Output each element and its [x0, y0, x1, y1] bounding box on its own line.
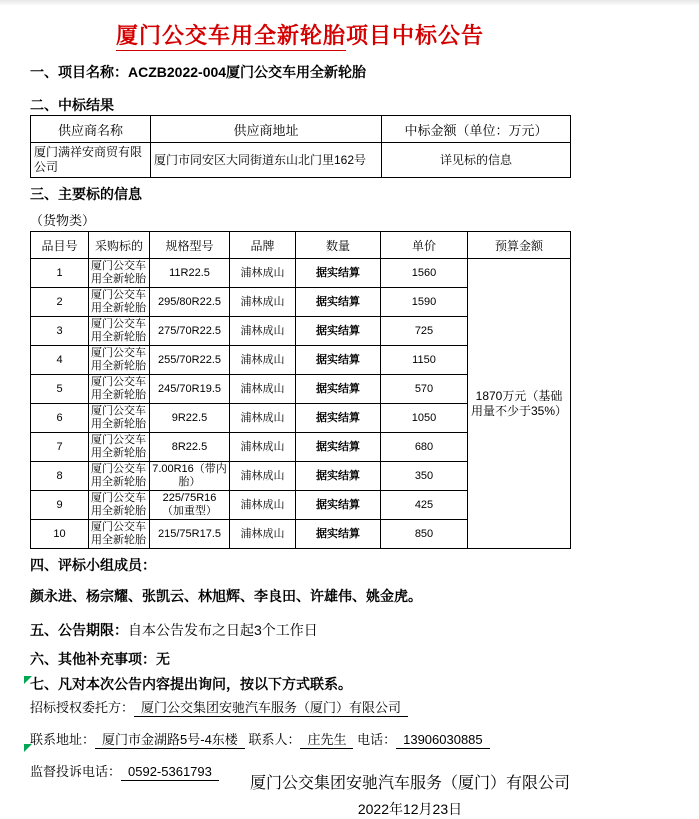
section6-value: 无: [156, 651, 170, 667]
section1-value: ACZB2022-004厦门公交车用全新轮胎: [128, 64, 367, 80]
section3-heading: 三、主要标的信息: [30, 186, 142, 202]
subject-table-header-row: [31, 232, 571, 259]
cell-price: 680: [381, 433, 468, 462]
cell-price: 1590: [381, 288, 468, 317]
cell-qty: 据实结算: [296, 404, 381, 433]
cell-spec: 245/70R19.5: [150, 375, 230, 404]
cell-qty: 据实结算: [296, 462, 381, 491]
result-table-body: [31, 143, 571, 178]
cell-name: 厦门满祥安商贸有限公司: [31, 143, 151, 178]
table-row: [31, 259, 571, 288]
cell-address: 厦门市同安区大同街道东山北门里162号: [151, 143, 382, 178]
person-label: 联系人：: [248, 732, 301, 747]
phone-label: 电话：: [357, 732, 397, 747]
cell-subject: 厦门公交车用全新轮胎: [89, 491, 150, 520]
section6-line: [30, 651, 669, 667]
category-note: （货物类）: [30, 213, 96, 228]
section1-heading: [30, 64, 669, 80]
cell-no: 3: [31, 317, 89, 346]
cell-qty: 据实结算: [296, 317, 381, 346]
cell-brand: 浦林成山: [230, 462, 296, 491]
cell-brand: 浦林成山: [230, 375, 296, 404]
delegate-label: 招标授权委托方：: [30, 700, 135, 715]
cell-brand: 浦林成山: [230, 433, 296, 462]
delegate-line: [30, 700, 669, 716]
cell-no: 7: [31, 433, 89, 462]
person-value: 庄先生: [300, 732, 353, 749]
subject-header-budget: 预算金额: [468, 232, 571, 259]
signature-company: 厦门公交集团安驰汽车服务（厦门）有限公司: [249, 775, 570, 792]
cell-no: 8: [31, 462, 89, 491]
subject-header-item-no: 品目号: [31, 232, 89, 259]
cell-brand: 浦林成山: [230, 288, 296, 317]
section5-value: 自本公告发布之日起3个工作日: [128, 622, 318, 638]
cell-no: 6: [31, 404, 89, 433]
result-header-award-amount: 中标金额（单位：万元）: [382, 116, 571, 143]
subject-header-spec: 规格型号: [150, 232, 230, 259]
cell-price: 850: [381, 520, 468, 549]
section2-heading: 二、中标结果: [30, 97, 114, 113]
subject-header-brand: 品牌: [230, 232, 296, 259]
cell-subject: 厦门公交车用全新轮胎: [89, 259, 150, 288]
cell-qty: 据实结算: [296, 433, 381, 462]
green-flag-icon: [24, 676, 32, 684]
cell-qty: 据实结算: [296, 375, 381, 404]
cell-price: 1150: [381, 346, 468, 375]
cell-qty: 据实结算: [296, 520, 381, 549]
result-table: [30, 115, 571, 178]
cell-no: 10: [31, 520, 89, 549]
cell-spec: 9R22.5: [150, 404, 230, 433]
table-row: [31, 143, 571, 178]
cell-subject: 厦门公交车用全新轮胎: [89, 288, 150, 317]
cell-subject: 厦门公交车用全新轮胎: [89, 375, 150, 404]
address-value: 厦门市金湖路5号-4东楼: [95, 732, 245, 749]
section5-line: [30, 622, 669, 638]
signature-block: [180, 774, 640, 818]
cell-qty: 据实结算: [296, 259, 381, 288]
cell-price: 1050: [381, 404, 468, 433]
cell-subject: 厦门公交车用全新轮胎: [89, 317, 150, 346]
subject-table-body: [31, 259, 571, 549]
cell-subject: 厦门公交车用全新轮胎: [89, 433, 150, 462]
cell-qty: 据实结算: [296, 491, 381, 520]
result-header-supplier-name: 供应商名称: [31, 116, 151, 143]
cell-spec: 8R22.5: [150, 433, 230, 462]
cell-price: 1560: [381, 259, 468, 288]
cell-brand: 浦林成山: [230, 520, 296, 549]
cell-amount: 详见标的信息: [382, 143, 571, 178]
section6-label: 六、其他补充事项：: [30, 651, 156, 667]
cell-price: 570: [381, 375, 468, 404]
cell-spec: 225/75R16（加重型）: [150, 491, 230, 520]
cell-spec: 255/70R22.5: [150, 346, 230, 375]
cell-subject: 厦门公交车用全新轮胎: [89, 462, 150, 491]
cell-price: 425: [381, 491, 468, 520]
cell-qty: 据实结算: [296, 346, 381, 375]
section7-heading: 七、凡对本次公告内容提出询问，按以下方式联系。: [30, 676, 352, 692]
page-title: [30, 22, 570, 50]
cell-brand: 浦林成山: [230, 346, 296, 375]
subject-header-unit-price: 单价: [381, 232, 468, 259]
signature-date: 2022年12月23日: [357, 801, 463, 817]
cell-subject: 厦门公交车用全新轮胎: [89, 346, 150, 375]
cell-budget: 1870万元（基础用量不少于35%）: [468, 259, 571, 549]
cell-brand: 浦林成山: [230, 491, 296, 520]
section4-heading: 四、评标小组成员：: [30, 557, 156, 573]
supervise-phone-value: 0592-5361793: [121, 764, 219, 781]
cell-no: 9: [31, 491, 89, 520]
cell-no: 1: [31, 259, 89, 288]
supervise-label: 监督投诉电话：: [30, 764, 122, 779]
subject-header-subject: 采购标的: [89, 232, 150, 259]
address-label: 联系地址：: [30, 732, 96, 747]
cell-no: 2: [31, 288, 89, 317]
title-underlined-text: 厦门公交车用全新轮胎: [116, 23, 346, 51]
cell-spec: 215/75R17.5: [150, 520, 230, 549]
cell-brand: 浦林成山: [230, 259, 296, 288]
delegate-value: 厦门公交集团安驰汽车服务（厦门）有限公司: [134, 700, 408, 717]
cell-no: 4: [31, 346, 89, 375]
cell-brand: 浦林成山: [230, 317, 296, 346]
green-flag-icon: [24, 744, 32, 752]
cell-spec: 275/70R22.5: [150, 317, 230, 346]
cell-spec: 7.00R16（带内胎）: [150, 462, 230, 491]
cell-spec: 295/80R22.5: [150, 288, 230, 317]
announcement-document: [0, 22, 699, 818]
subject-table: [30, 231, 571, 549]
contact-line: [30, 732, 669, 748]
top-edge-shadow: [0, 0, 699, 6]
cell-spec: 11R22.5: [150, 259, 230, 288]
cell-subject: 厦门公交车用全新轮胎: [89, 404, 150, 433]
cell-subject: 厦门公交车用全新轮胎: [89, 520, 150, 549]
title-plain-text: 项目中标公告: [346, 23, 485, 48]
section5-label: 五、公告期限：: [30, 622, 128, 638]
result-table-header-row: [31, 116, 571, 143]
result-header-supplier-address: 供应商地址: [151, 116, 382, 143]
section1-label: 一、项目名称：: [30, 64, 128, 80]
phone-value: 13906030885: [396, 732, 490, 749]
subject-header-quantity: 数量: [296, 232, 381, 259]
cell-price: 725: [381, 317, 468, 346]
cell-qty: 据实结算: [296, 288, 381, 317]
cell-brand: 浦林成山: [230, 404, 296, 433]
cell-price: 350: [381, 462, 468, 491]
cell-no: 5: [31, 375, 89, 404]
evaluation-members: 颜永进、杨宗耀、张凯云、林旭辉、李良田、许雄伟、姚金虎。: [30, 588, 422, 604]
